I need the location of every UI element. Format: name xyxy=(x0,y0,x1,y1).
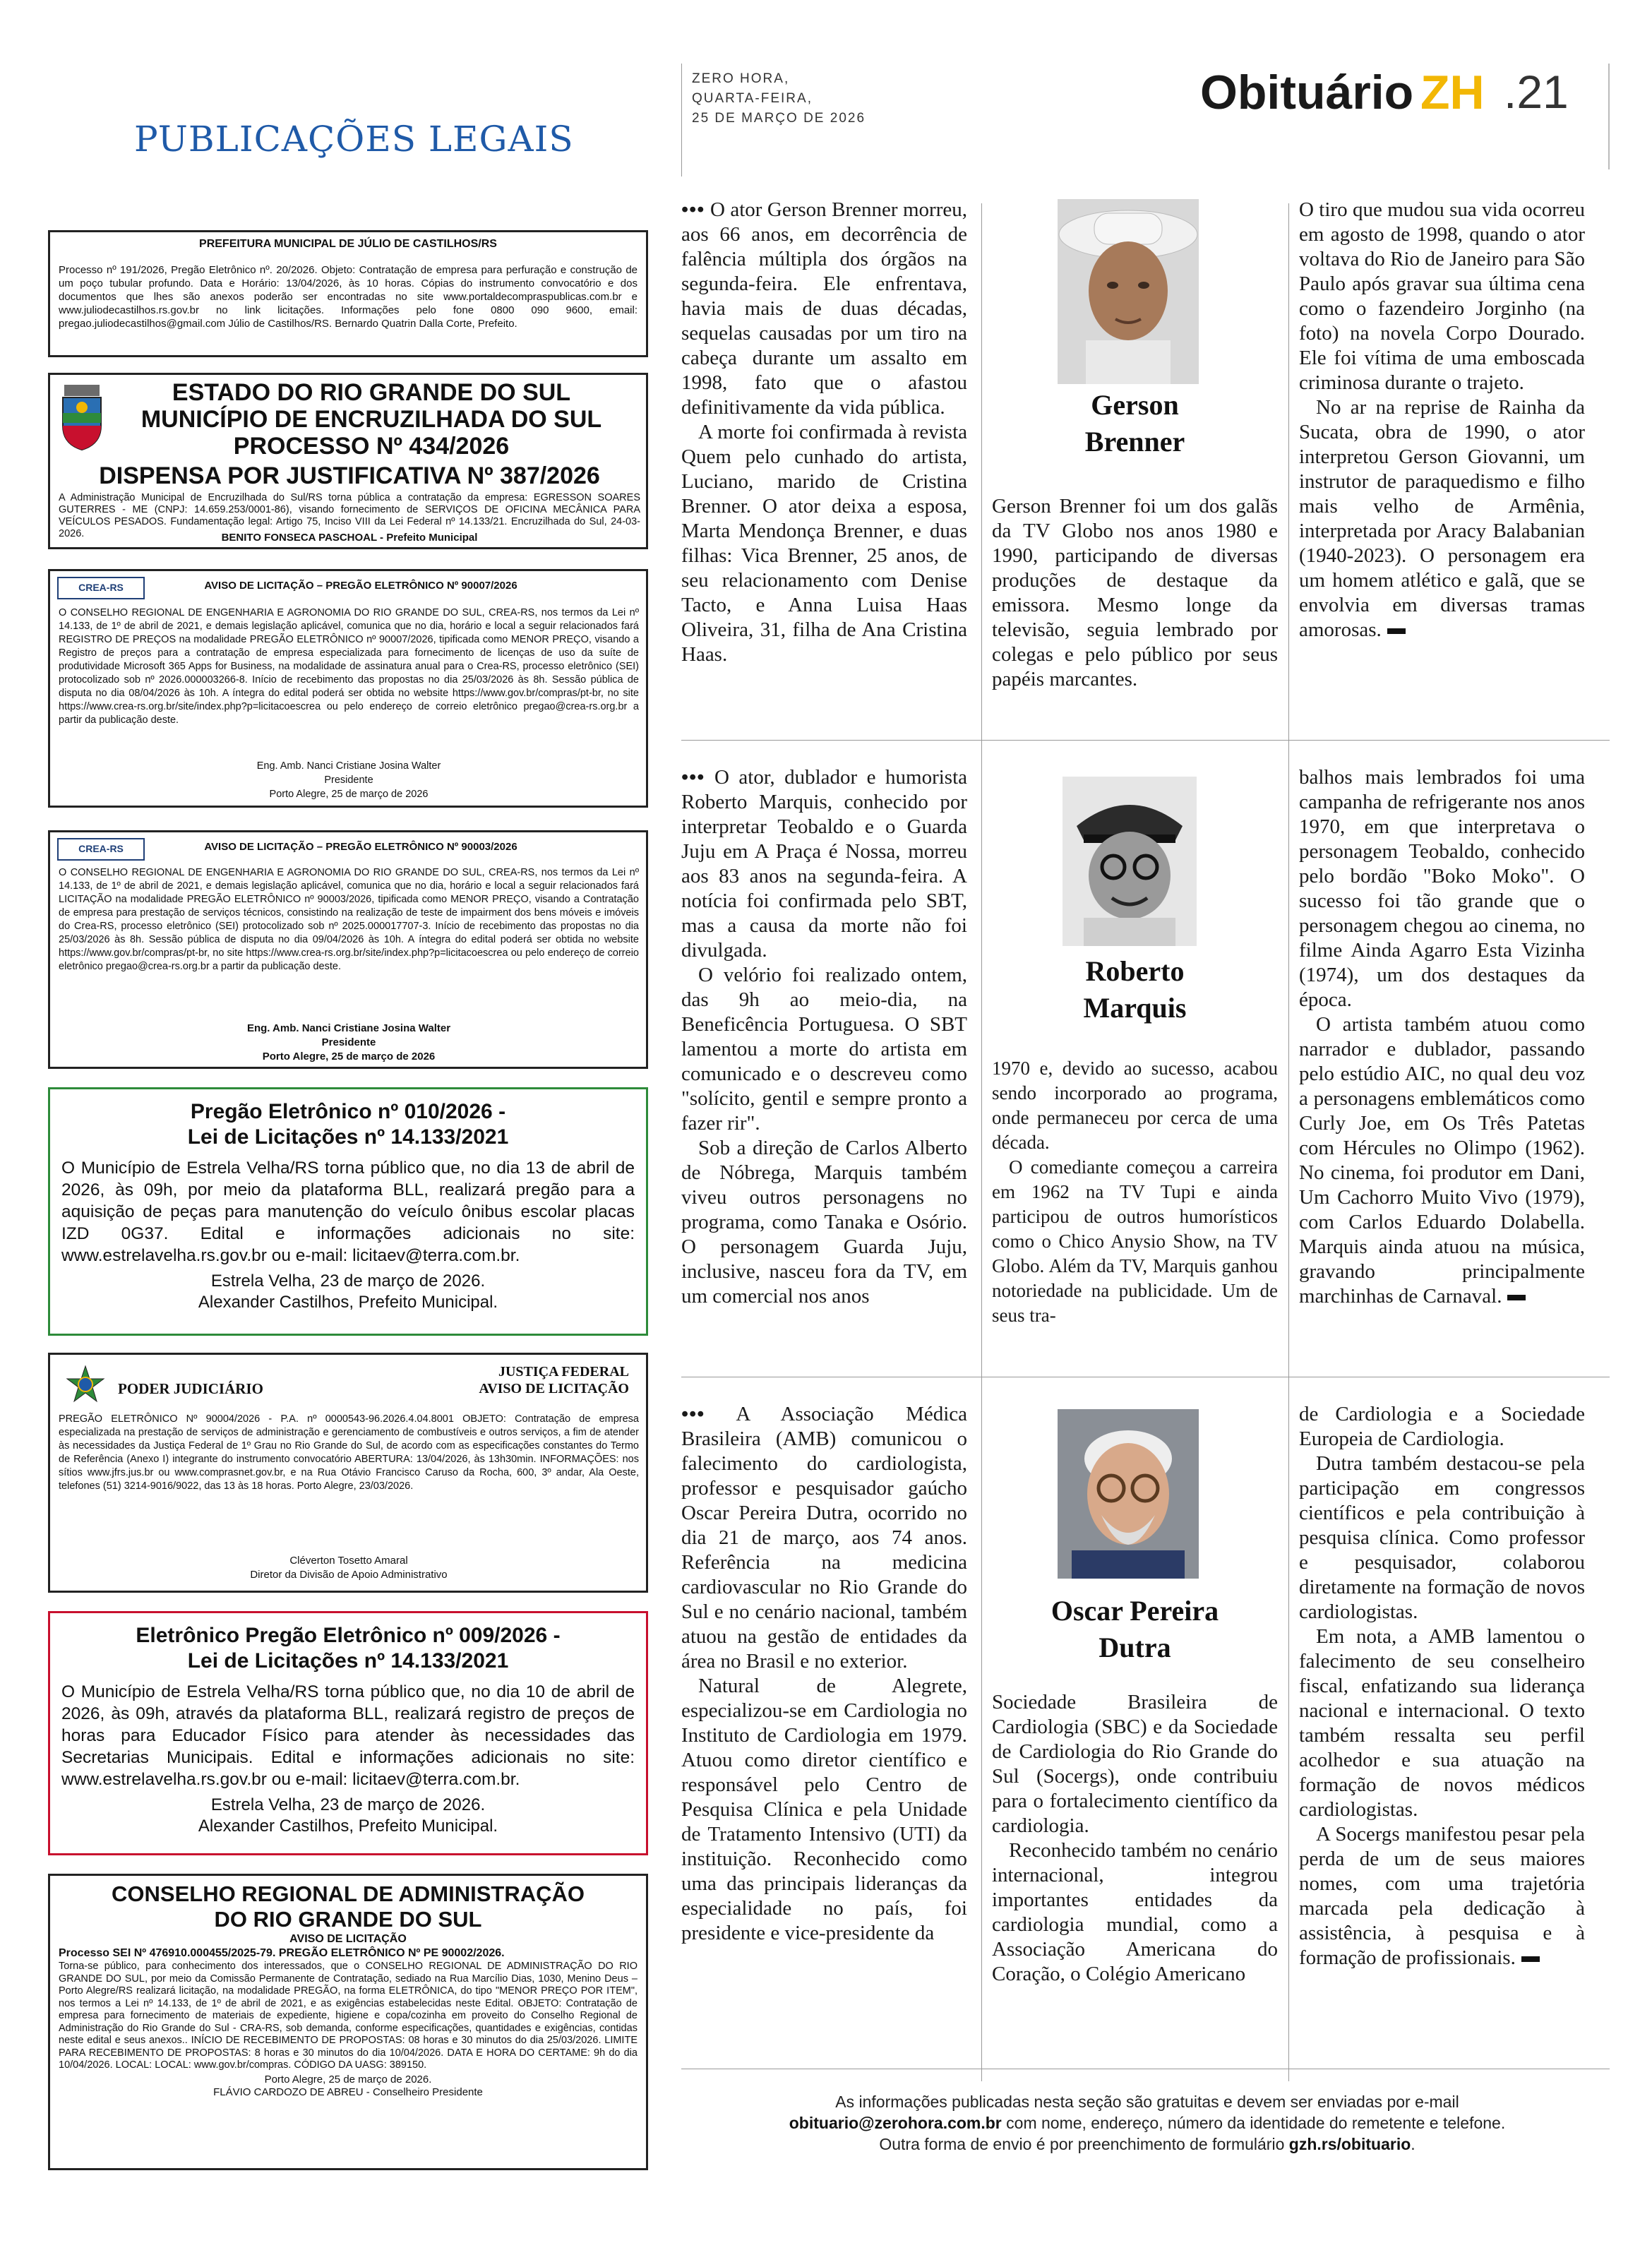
page-number: .21 xyxy=(1504,66,1569,118)
column-rule-2 xyxy=(1288,203,1289,2081)
paragraph: O tiro que mudou sua vida ocorreu em agosto de 1998, quando o ator voltava do Rio de Janeiro para São Paulo após gravar sua última cena como o fazendeiro Jorginho (na foto) na novela Corpo Dourado. Ele foi vítima de uma emboscada criminosa durante o trajeto. xyxy=(1299,198,1585,394)
paragraph: O ator, dublador e humorista Roberto Marquis, conhecido por interpretar Teobaldo e o Guarda Juju em A Praça é Nossa, morreu aos 83 anos na segunda-feira. A notícia foi confirmada pelo SBT, mas a causa da morte não foi divulgada. xyxy=(681,766,968,962)
end-mark-icon xyxy=(1521,1956,1540,1962)
obituario-email-link[interactable]: obituario@zerohora.com.br xyxy=(789,2114,1002,2132)
footer-line-2: com nome, endereço, número da identidade do remetente e telefone. xyxy=(1001,2114,1506,2132)
ad-title-3: AVISO DE LICITAÇÃO xyxy=(289,1933,407,1945)
name-line-2: Marquis xyxy=(1083,992,1187,1024)
oscar-col-1 xyxy=(681,1402,967,1946)
end-mark-icon xyxy=(1507,1295,1526,1300)
section-title: PUBLICAÇÕES LEGAIS xyxy=(134,119,574,160)
ad-body: O Município de Estrela Velha/RS torna público que, no dia 13 de abril de 2026, às 09h, por meio da plataforma BLL, realizará pregão para a aquisição de peças para manutenção do veículo ônibus escolar placas IZD 0G37. Edital e informações adicionais no site: www.estrelavelha.rs.gov.br ou e-mail: licitaev@terra.com.br. xyxy=(61,1159,635,1265)
name-line-1: Roberto xyxy=(1085,955,1185,987)
ad-title: AVISO DE LICITAÇÃO – PREGÃO ELETRÔNICO Nº 90003/2026 xyxy=(204,841,517,853)
footer-line-1: As informações publicadas nesta seção são gratuitas e devem ser enviadas por e-mail xyxy=(835,2093,1459,2111)
ad-sign-date: Estrela Velha, 23 de março de 2026. xyxy=(210,1271,486,1291)
ad-sign-date: Porto Alegre, 25 de março de 2026. xyxy=(264,2073,432,2086)
municipal-coat-of-arms-icon xyxy=(57,382,107,453)
gerson-col-3 xyxy=(1299,198,1585,642)
name-line-2: Dutra xyxy=(1099,1632,1171,1663)
ad-title-1: CONSELHO REGIONAL DE ADMINISTRAÇÃO xyxy=(112,1881,585,1906)
ad-sign-mayor: Alexander Castilhos, Prefeito Municipal. xyxy=(198,1293,498,1312)
ad-line-dispensa: DISPENSA POR JUSTIFICATIVA Nº 387/2026 xyxy=(99,462,600,489)
lead-bullets: ••• xyxy=(681,1403,705,1425)
name-line-2: Brenner xyxy=(1084,426,1185,457)
ad-signature-name: Eng. Amb. Nanci Cristiane Josina Walter xyxy=(256,760,441,772)
name-line-1: Oscar Pereira xyxy=(1051,1595,1219,1627)
ad-body: Torna-se público, para conhecimento dos interessados, que o CONSELHO REGIONAL DE ADMINISTRAÇÃO DO RIO GRANDE DO SUL, por meio da Comissão Permanente de Contratação, sediado na Rua Marcílio Dias, 1030, Menino Deus – Porto Alegre/RS realizará licitação, na modalidade PREGÃO, na forma ELETRÔNICA, do tipo "MENOR PREÇO POR ITEM", nos termos a Lei nº 14.133, de 1º de abril de 2021, e as exigências estabelecidas neste Edital. OBJETO: Contratação de empresa para fornecimento de materiais de expediente, higiene e copa/cozinha em proveito do Conselho Regional de Administração do Rio Grande do Sul - CRA-RS, sob demanda, conforme especificações, quantidades e exigências, contidas neste edital e seus anexos.. INÍCIO DE RECEBIMENTO DE PROPOSTAS: 08 horas e 30 minutos do dia 25/03/2026. LIMITE PARA RECEBIMENTO DE PROPOSTAS: 8 horas e 30 minutos do dia 10/04/2026. DATA E HORA DO CERTAME: 9h do dia 10/04/2026. LOCAL: LOCAL: www.gov.br/compras. CÓDIGO DA UASG: 389150. xyxy=(59,1961,638,2071)
ad-estrela-velha-009 xyxy=(48,1611,648,1855)
paragraph: O comediante começou a carreira em 1962 na TV Tupi e ainda participou de outros humorísticos como o Chico Anysio Show, na TV Globo. Além da TV, Marquis ganhou notoriedade na publicidade. Um de seus tra- xyxy=(992,1156,1278,1326)
roberto-col-1 xyxy=(681,765,967,1309)
paragraph: balhos mais lembrados foi uma campanha de refrigerante nos anos 1970, em que interpretava o personagem Teobaldo, conhecido pelo bordão "Boko Moko". O sucesso foi tão grande que o personagem chegou ao cinema, no filme Ainda Agarro Esta Vizinha (1974), um dos destaques da época. xyxy=(1299,766,1585,1011)
ad-title-2: Lei de Licitações nº 14.133/2021 xyxy=(187,1125,509,1149)
roberto-col-3 xyxy=(1299,765,1585,1309)
column-rule-1 xyxy=(981,203,982,2081)
ad-title: AVISO DE LICITAÇÃO – PREGÃO ELETRÔNICO Nº 90007/2026 xyxy=(204,580,517,592)
oscar-name xyxy=(992,1593,1278,1666)
ad-right-title-2: AVISO DE LICITAÇÃO xyxy=(479,1381,629,1396)
paragraph: O artista também atuou como narrador e dublador, passando pelo estúdio AIC, no qual deu voz a personagens emblemáticos como Curly Joe, em Os Três Patetas com Hércules no Olimpo (1962). No cinema, foi produtor em Dani, Um Cachorro Muito Vivo (1979), com Carlos Eduardo Dolabella. Marquis ainda atuou na música, gravando principalmente marchinhas de Carnaval. xyxy=(1299,1013,1585,1307)
date: 25 DE MARÇO DE 2026 xyxy=(692,111,866,126)
ad-title-1: Eletrônico Pregão Eletrônico nº 009/2026 - xyxy=(136,1624,561,1647)
ad-title: PREFEITURA MUNICIPAL DE JÚLIO DE CASTILHOS/RS xyxy=(199,238,497,250)
ad-body: A Administração Municipal de Encruzilhada do Sul/RS torna pública a contratação da empresa: EGRESSON SOARES GUTERRES - ME (CNPJ: 14.659.253/0001-86), visando fornecimento de SERVIÇOS DE OFICINA MECÂNICA PARA VEÍCULOS PESADOS. Fundamentação legal: Artigo 75, Inciso VIII da Lei Federal nº 14.133/21. Encruzilhada do Sul, 24-03-2026. xyxy=(59,492,640,539)
gerson-col-2 xyxy=(992,494,1278,692)
paragraph: Dutra também destacou-se pela participação em congressos científicos e pela contribuição à pesquisa clínica. Como professor e pesquisador, colaborou diretamente na formação de novos cardiologistas. xyxy=(1299,1452,1585,1623)
roberto-col-2 xyxy=(992,1056,1278,1328)
oscar-col-2 xyxy=(992,1690,1278,1987)
ad-signature-date: Porto Alegre, 25 de março de 2026 xyxy=(262,1051,436,1063)
submission-info xyxy=(692,2091,1603,2155)
gerson-name xyxy=(992,387,1278,460)
ad-line-state: ESTADO DO RIO GRANDE DO SUL xyxy=(172,379,571,406)
crea-rs-logo: CREA-RS xyxy=(57,577,145,599)
ad-title-2: DO RIO GRANDE DO SUL xyxy=(214,1907,482,1932)
paragraph: Natural de Alegrete, especializou-se em Cardiologia no Instituto de Cardiologia em 1979. Atuou como diretor científico e responsável pelo Centro de Pesquisa Clínica e pela Unidade de Tratamento Intensivo (UTI) da instituição. Reconhecido como uma das principais lideranças da especialidade no país, foi presidente e vice-presidente da xyxy=(681,1675,967,1944)
crea-rs-logo: CREA-RS xyxy=(57,838,145,861)
obituario-form-link[interactable]: gzh.rs/obituario xyxy=(1288,2135,1411,2153)
article-divider-1 xyxy=(681,740,1610,741)
ad-title-1: Pregão Eletrônico nº 010/2026 - xyxy=(190,1100,506,1123)
ad-encruzilhada-do-sul xyxy=(48,373,648,549)
obituario-brand: Obituário xyxy=(1200,66,1414,119)
ad-signature-name: Eng. Amb. Nanci Cristiane Josina Walter xyxy=(246,1022,451,1034)
footer-line-3-end: . xyxy=(1411,2135,1415,2153)
ad-line-municipality: MUNICÍPIO DE ENCRUZILHADA DO SUL xyxy=(140,406,602,433)
paragraph: Em nota, a AMB lamentou o falecimento de seu conselheiro fiscal, enfatizando sua liderança nacional e internacional. O texto também ressalta seu perfil acolhedor e sua atuação na formação de novos médicos cardiologistas. xyxy=(1299,1625,1585,1821)
ad-signature: BENITO FONSECA PASCHOAL - Prefeito Municipal xyxy=(221,532,478,544)
ad-signature-date: Porto Alegre, 25 de março de 2026 xyxy=(269,789,429,800)
lead-bullets: ••• xyxy=(681,766,705,789)
paper-dateline xyxy=(692,69,866,128)
gerson-brenner-photo xyxy=(1058,199,1199,384)
paragraph: de Cardiologia e a Sociedade Europeia de Cardiologia. xyxy=(1299,1403,1585,1450)
ad-julio-de-castilhos xyxy=(48,230,648,357)
paragraph: A Associação Médica Brasileira (AMB) comunicou o falecimento do cardiologista, professor e pesquisador gaúcho Oscar Pereira Dutra, ocorrido no dia 21 de março, aos 74 anos. Referência na medicina cardiovascular no Rio Grande do Sul e no cenário nacional, também atuou na gestão de entidades da área no Brasil e no exterior. xyxy=(681,1403,967,1672)
oscar-pereira-dutra-photo xyxy=(1058,1409,1199,1579)
ad-sign-date: Estrela Velha, 23 de março de 2026. xyxy=(210,1795,486,1814)
gerson-col-1 xyxy=(681,198,967,667)
paragraph: A morte foi confirmada à revista Quem pelo cunhado do artista, Luciano, marido de Cristina Brenner. O ator deixa a esposa, Marta Mendonça Brenner, e duas filhas: Vica Brenner, 25 anos, de seu relacionamento com Denise Tacto, e Anna Luisa Haas Oliveira, 31, filha de Ana Cristina Haas. xyxy=(681,421,967,666)
ad-signature-name: Cléverton Tosetto Amaral xyxy=(289,1555,408,1567)
ad-body: O Município de Estrela Velha/RS torna público que, no dia 10 de abril de 2026, às 09h, através da plataforma BLL, realizará registro de preços de horas para Educador Físico para atender às necessidades das Secretarias Municipais. Edital e informações adicionais no site: www.estrelavelha.rs.gov.br ou e-mail: licitaev@terra.com.br. xyxy=(61,1682,635,1789)
ad-right-title-1: JUSTIÇA FEDERAL xyxy=(498,1364,629,1380)
weekday: QUARTA-FEIRA, xyxy=(692,91,813,106)
ad-justica-federal xyxy=(48,1353,648,1593)
ad-line-process: PROCESSO Nº 434/2026 xyxy=(233,433,510,460)
roberto-name xyxy=(992,953,1278,1027)
ad-sign-president: FLÁVIO CARDOZO DE ABREU - Conselheiro Presidente xyxy=(213,2086,483,2098)
paragraph: A Socergs manifestou pesar pela perda de um de seus maiores nomes, com uma trajetória marcada pela dedicação à assistência, à pesquisa e à formação de profissionais. xyxy=(1299,1823,1585,1969)
oscar-col-3 xyxy=(1299,1402,1585,1970)
ad-signature-role: Diretor da Divisão de Apoio Administrativo xyxy=(250,1569,448,1581)
name-line-1: Gerson xyxy=(1091,389,1179,421)
ad-title-4: Processo SEI Nº 476910.000455/2025-79. PREGÃO ELETRÔNICO Nº PE 90002/2026. xyxy=(59,1947,505,1959)
ad-crea-rs-90003 xyxy=(48,830,648,1069)
paragraph: Gerson Brenner foi um dos galãs da TV Globo nos anos 1980 e 1990, participando de diversas produções de destaque da emissora. Mesmo longe da televisão, seguia lembrado por colegas e pelo público por seus papéis marcantes. xyxy=(992,495,1278,690)
ad-title-2: Lei de Licitações nº 14.133/2021 xyxy=(187,1649,509,1672)
roberto-marquis-photo xyxy=(1063,777,1197,946)
ad-body: O CONSELHO REGIONAL DE ENGENHARIA E AGRONOMIA DO RIO GRANDE DO SUL, CREA-RS, nos termos da Lei nº 14.133, de 1º de abril de 2021, e demais legislação aplicável, comunica que no dia, horário e local a seguir relacionados fará REGISTRO DE PREÇOS na modalidade PREGÃO ELETRÔNICO nº 90007/2026, tipificada como MENOR PREÇO, visando a Registro de preços para a contratação de empresa especializada para fornecimento de licenças de uso da suíte de produtividade Microsoft 365 Apps for Business, na modalidade de assinatura anual para o Crea-RS, processo eletrônico (SEI) protocolizado sob nº 2026.000003266-8. Início de recebimento das propostas no dia 25/03/2026 às 8h. Sessão pública de disputa no dia 08/04/2026 às 10h. A íntegra do edital poderá ser obtida no website https://www.gov.br/compras/pt-br, no site https://www.crea-rs.org.br/site/index.php?p=licitacoescrea ou pelo endereço de correio eletrônico pregao@crea-rs.org.br a partir da publicação deste. xyxy=(59,607,639,726)
paragraph: Sob a direção de Carlos Alberto de Nóbrega, Marquis também viveu outros personagens no programa, como Tanaka e Osório. O personagem Guarda Juju, inclusive, nasceu fora da TV, em um comercial nos anos xyxy=(681,1137,967,1307)
ad-body: PREGÃO ELETRÔNICO Nº 90004/2026 - P.A. nº 0000543-96.2026.4.04.8001 OBJETO: Contratação de empresa especializada na prestação de serviços de administração e gerenciamento de combustíveis e outros serviços, a fim de atender às necessidades da Justiça Federal de 1º Grau no Rio Grande do Sul, de acordo com as especificações constantes do Termo de Referência (Anexo I) integrante do instrumento convocatório ABERTURA: 13/04/2026, às 13h30min. INFORMAÇÕES: nos sítios www.jfrs.jus.br ou www.comprasnet.gov.br, e na Rua Otávio Francisco Caruso da Rocha, 600, 3º andar, Ala Oeste, telefones (51) 3214-9016/9022, das 13 às 18 horas. Porto Alegre, 23/03/2026. xyxy=(59,1413,639,1492)
ad-body: O CONSELHO REGIONAL DE ENGENHARIA E AGRONOMIA DO RIO GRANDE DO SUL, CREA-RS, nos termos da Lei nº 14.133, de 1º de abril de 2021, e demais legislação aplicável, comunica que no dia, horário e local a seguir relacionados fará LICITAÇÃO na modalidade PREGÃO ELETRÔNICO nº 90003/2026, tipificada como MENOR PREÇO, visando a Contratação de empresa para prestação de serviços técnicos, consistindo na realização de teste de impairment dos bens móveis e imóveis do Crea-RS, processo eletrônico (SEI) protocolizado sob nº 2025.000017707-3. Início de recebimento das propostas no dia 25/03/2026 às 8h. Sessão pública de disputa no dia 09/04/2026 às 10h. A íntegra do edital poderá ser obtida no website https://www.gov.br/compras/pt-br, no site https://www.crea-rs.org.br/site/index.php?p=licitacoescrea ou pelo endereço de correio eletrônico pregao@crea-rs.org.br a partir da publicação deste. xyxy=(59,867,639,972)
ad-signature-role: Presidente xyxy=(324,774,373,786)
footer-line-3: Outra forma de envio é por preenchimento de formulário xyxy=(879,2135,1289,2153)
lead-bullets: ••• xyxy=(681,198,705,221)
paper-name: ZERO HORA, xyxy=(692,71,790,86)
paragraph: No ar na reprise de Rainha da Sucata, obra de 1990, o ator interpretou Gerson Giovanni, um instrutor de paraquedismo e filho mais velho de Armênia, interpretada por Aracy Balabanian (1940-2023). O personagem era um homem atlético e galã, que se envolvia em diversas tramas amorosas. xyxy=(1299,396,1585,641)
ad-crea-rs-90007 xyxy=(48,569,648,808)
ad-body: Processo nº 191/2026, Pregão Eletrônico nº. 20/2026. Objeto: Contratação de empresa para perfuração e construção de um poço tubular profundo. Data e Horário: 13/04/2026, às 10 horas. Cópias do instrumento convocatório e dos documentos que lhes são anexos poderão ser encontradas no site www.portaldecompraspublicas.com.br e www.juliodecastilhos.rs.gov.br no link licitações. Informações pelo fone 0800 090 9600, email: pregao.juliodecastilhos@gmail.com Júlio de Castilhos/RS. Bernardo Quatrin Dalla Corte, Prefeito. xyxy=(59,264,638,330)
paragraph: Reconhecido também no cenário internacional, integrou importantes entidades da cardiologia mundial, como a Associação Americana do Coração, o Colégio Americano xyxy=(992,1839,1278,1985)
header-right-rule xyxy=(1608,64,1610,169)
ad-left-title: PODER JUDICIÁRIO xyxy=(118,1380,263,1397)
brazil-coat-of-arms-icon xyxy=(66,1365,105,1404)
zh-logo: ZH xyxy=(1420,66,1485,119)
ad-sign-mayor: Alexander Castilhos, Prefeito Municipal. xyxy=(198,1817,498,1836)
paragraph: Sociedade Brasileira de Cardiologia (SBC) e da Sociedade de Cardiologia do Rio Grande do Sul (Socergs), onde contribuiu para o fortalecimento científico da cardiologia. xyxy=(992,1691,1278,1837)
ad-estrela-velha-010 xyxy=(48,1087,648,1336)
header-separator xyxy=(681,64,682,176)
ad-cra-rs xyxy=(48,1874,648,2170)
paragraph: O velório foi realizado ontem, das 9h ao meio-dia, na Beneficência Portuguesa. O SBT lamentou a morte do artista em comunicado e o descreveu como "solícito, gentil e sempre pronto a fazer rir". xyxy=(681,964,967,1135)
ad-signature-role: Presidente xyxy=(321,1036,376,1048)
end-mark-icon xyxy=(1387,628,1406,634)
paragraph: O ator Gerson Brenner morreu, aos 66 anos, em decorrência de falência múltipla dos órgãos na segunda-feira. Ele enfrentava, havia mais de duas décadas, sequelas causadas por um tiro na cabeça durante um assalto em 1998, fato que o afastou definitivamente da vida pública. xyxy=(681,198,967,419)
paragraph: 1970 e, devido ao sucesso, acabou sendo incorporado ao programa, onde permaneceu por cerca de uma década. xyxy=(992,1058,1278,1153)
